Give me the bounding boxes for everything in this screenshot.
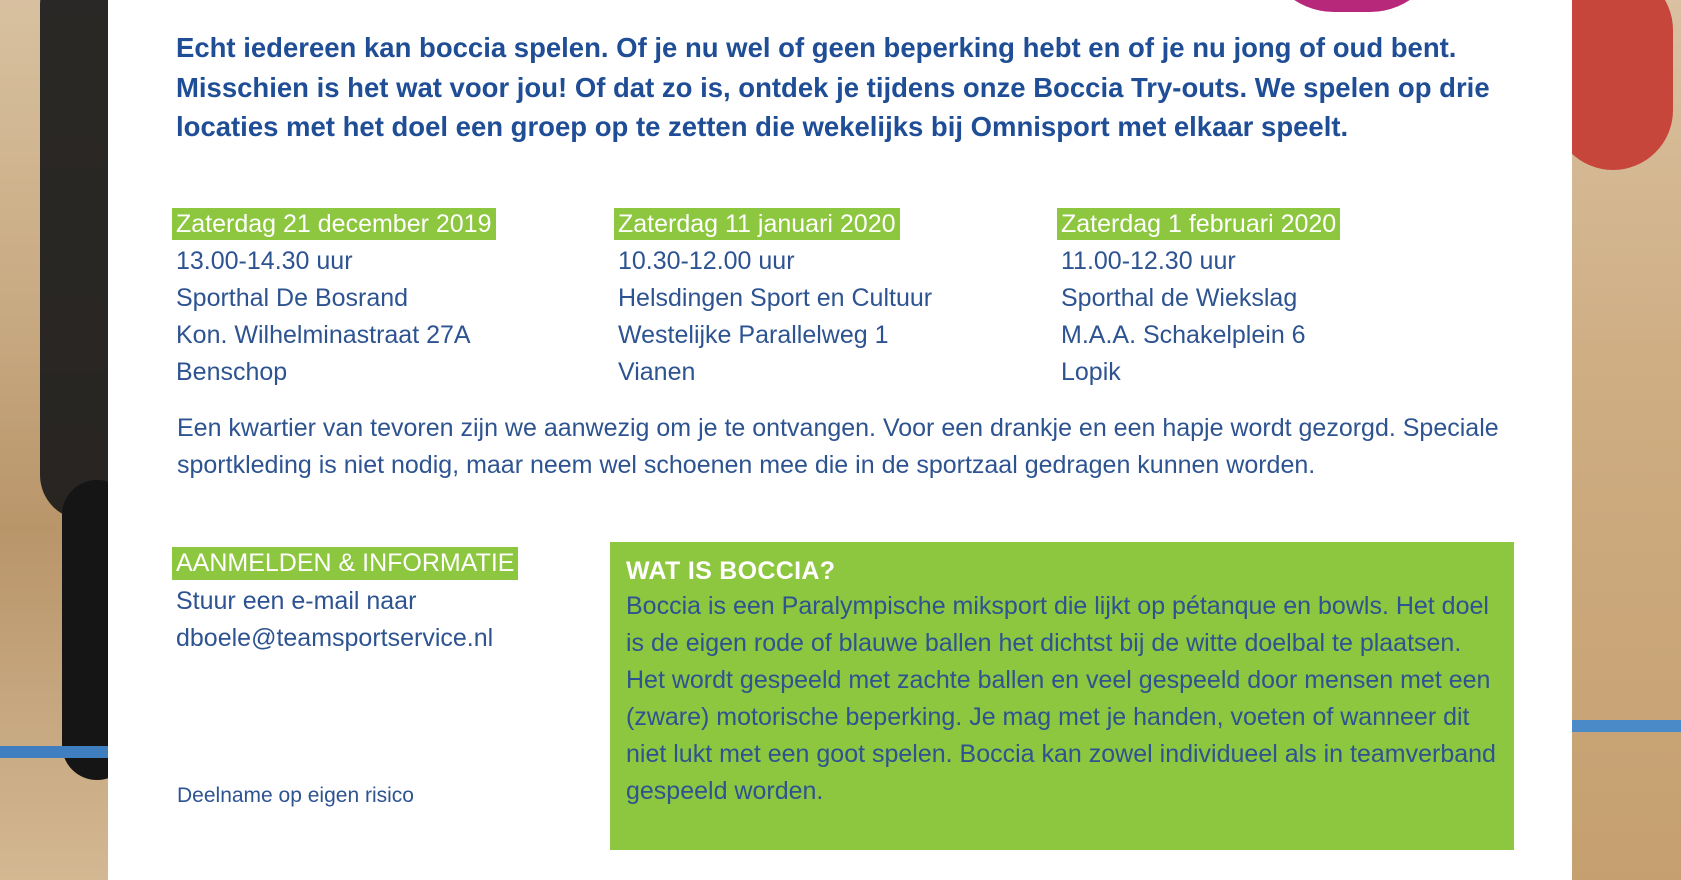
boccia-description: Boccia is een Paralympische miksport die lijkt op pétanque en bowls. Het doel is de eigen rode of blauwe ballen het dichtst bij de witte doelbal te plaatsen. Het wordt gespeeld met zachte ballen en veel gespeeld door mensen met een (zware) motorische beperking. Je mag met je handen, voeten of wanneer dit niet lukt met een goot spelen. Boccia kan zowel individueel als in teamverband gespeeld worden.	[626, 592, 1496, 805]
event-address: Westelijke Parallelweg 1	[618, 321, 889, 349]
event-city: Benschop	[176, 358, 288, 386]
event-date: Zaterdag 21 december 2019	[172, 208, 496, 240]
info-paragraph: Een kwartier van tevoren zijn we aanwezig om je te ontvangen. Voor een drankje en een hapje wordt gezorgd. Speciale sportkleding is niet nodig, maar neem wel schoenen mee die in de sportzaal gedragen kunnen worden.	[177, 414, 1499, 479]
signup-section	[176, 545, 576, 657]
boccia-title: WAT IS BOCCIA?	[626, 557, 836, 585]
event-venue: Helsdingen Sport en Cultuur	[618, 284, 933, 312]
event-column-1	[176, 206, 596, 391]
signup-instruction: Stuur een e-mail naar	[176, 587, 417, 615]
event-time: 13.00-14.30 uur	[176, 247, 353, 275]
event-column-2	[618, 206, 1038, 391]
event-address: Kon. Wilhelminastraat 27A	[176, 321, 471, 349]
floor-line-left	[0, 746, 108, 758]
event-city: Lopik	[1061, 358, 1121, 386]
event-date: Zaterdag 1 februari 2020	[1057, 208, 1340, 240]
signup-heading: AANMELDEN & INFORMATIE	[172, 547, 518, 580]
event-venue: Sporthal De Bosrand	[176, 284, 409, 312]
event-time: 10.30-12.00 uur	[618, 247, 795, 275]
signup-email-link[interactable]: dboele@teamsportservice.nl	[176, 624, 494, 652]
risk-note: Deelname op eigen risico	[177, 784, 414, 807]
event-venue: Sporthal de Wiekslag	[1061, 284, 1298, 312]
event-date: Zaterdag 11 januari 2020	[614, 208, 900, 240]
event-time: 11.00-12.30 uur	[1061, 247, 1236, 275]
event-city: Vianen	[618, 358, 696, 386]
event-address: M.A.A. Schakelplein 6	[1061, 321, 1306, 349]
intro-text: Echt iedereen kan boccia spelen. Of je nu wel of geen beperking hebt en of je nu jong of oud bent. Misschien is het wat voor jou! Of dat zo is, ontdek je tijdens onze Boccia Try-outs. We spelen op drie locaties met het doel een groep op te zetten die wekelijks bij Omnisport met elkaar speelt.	[176, 32, 1490, 142]
floor-line-right	[1571, 720, 1681, 732]
event-column-3	[1061, 206, 1481, 391]
what-is-boccia-box	[610, 542, 1514, 850]
